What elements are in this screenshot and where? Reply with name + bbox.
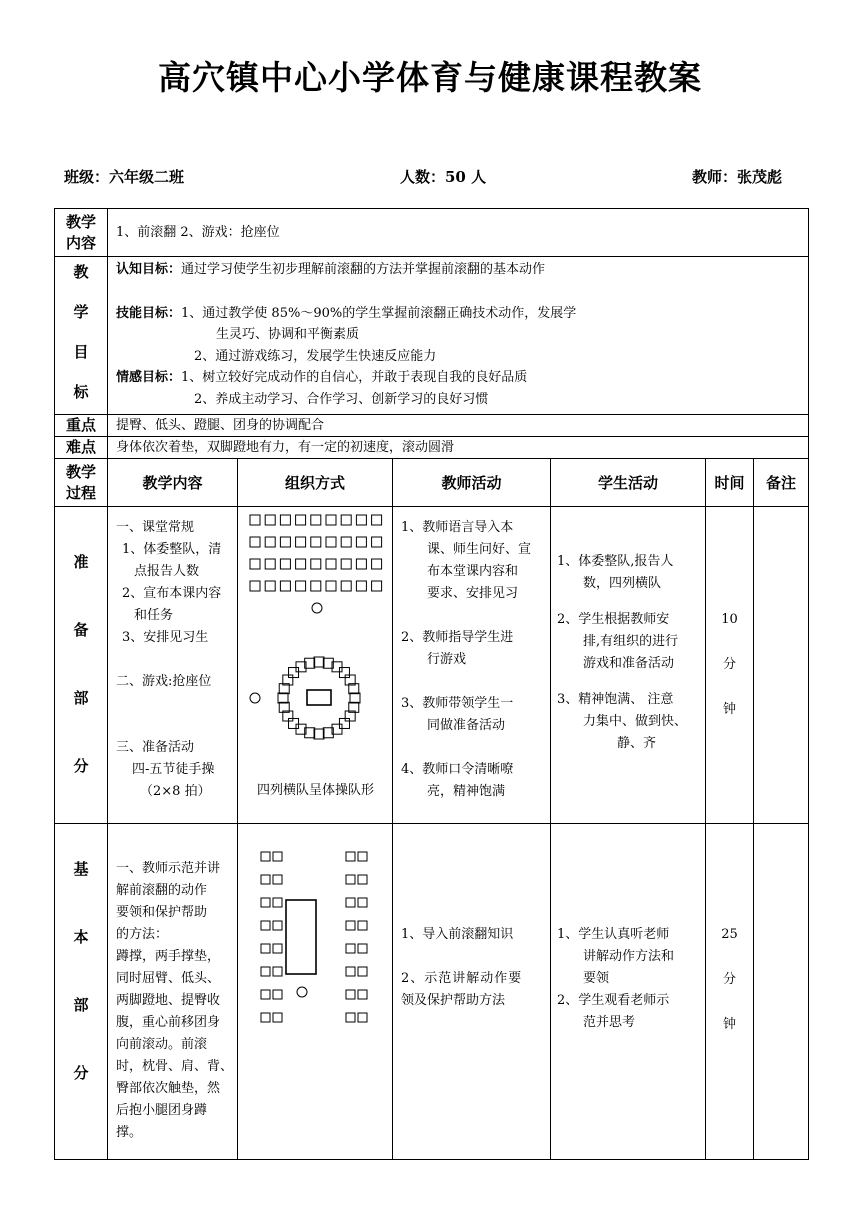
basic-organization	[238, 824, 393, 1160]
student-marker	[273, 898, 282, 907]
col-header-time: 时间	[706, 459, 754, 507]
basic-label	[55, 824, 108, 1160]
prep-content-line: 点报告人数	[134, 564, 200, 579]
basic-content-line: 腹，重心前移团身	[116, 1015, 221, 1030]
prep-teacher-activity	[393, 507, 551, 824]
student-marker	[372, 559, 382, 569]
student-marker	[273, 852, 282, 861]
goals-text	[108, 257, 809, 415]
prep-notes	[754, 507, 809, 824]
key-text: 提臀、低头、蹬腿、团身的协调配合	[108, 415, 809, 437]
student-marker	[265, 537, 275, 547]
basic-student-activity	[551, 824, 706, 1160]
four-line-formation	[250, 515, 382, 591]
basic-content	[108, 824, 238, 1160]
student-activity-line: 力集中、做到快、	[583, 714, 688, 729]
student-marker	[346, 990, 355, 999]
student-marker	[273, 967, 282, 976]
prep-content-line: 二、游戏:抢座位	[116, 674, 212, 689]
student-activity-line: 要领	[583, 971, 610, 986]
time-unit-char: 分	[722, 657, 736, 672]
student-marker	[341, 559, 351, 569]
two-column-formation	[261, 852, 367, 1022]
student-marker	[358, 898, 367, 907]
basic-content-line: 的方法：	[116, 927, 169, 942]
prep-content-line: 一、课堂常规	[116, 520, 195, 535]
student-marker	[250, 559, 260, 569]
student-marker	[280, 581, 290, 591]
student-marker	[346, 898, 355, 907]
student-activity-line: 2、学生根据教师安	[557, 612, 670, 627]
teacher-marker	[297, 987, 307, 997]
student-marker	[339, 668, 349, 678]
basic-content-line: 蹲撑，两手撑垫，	[116, 949, 221, 964]
teacher-marker	[312, 603, 322, 613]
student-marker	[265, 515, 275, 525]
student-marker	[346, 1013, 355, 1022]
col-header-notes: 备注	[754, 459, 809, 507]
student-marker	[311, 559, 321, 569]
time-unit-char: 分	[722, 972, 736, 987]
prep-label-char: 部	[73, 689, 89, 707]
basic-label-char: 基	[73, 860, 89, 878]
prep-content-line: 3、安排见习生	[122, 630, 209, 645]
student-marker	[265, 559, 275, 569]
skill-goal-2: 2、通过游戏练习，发展学生快速反应能力	[194, 348, 437, 364]
student-marker	[326, 581, 336, 591]
goals-label-char: 教	[73, 263, 89, 281]
col-header-teacher: 教师活动	[393, 459, 551, 507]
basic-content-line: 要领和保护帮助	[116, 905, 208, 920]
student-activity-line: 数，四列横队	[583, 576, 662, 591]
student-marker	[326, 515, 336, 525]
student-marker	[261, 944, 270, 953]
student-marker	[356, 581, 366, 591]
emotion-goal-1: 1、树立较好完成动作的自信心，并敢于表现自我的良好品质	[181, 370, 528, 385]
prep-content-line: 和任务	[134, 608, 174, 623]
basic-label-char: 本	[73, 928, 89, 946]
teacher-marker	[250, 693, 260, 703]
student-marker	[341, 581, 351, 591]
col-header-student: 学生活动	[551, 459, 706, 507]
difficulty-text: 身体依次着垫，双脚蹬地有力，有一定的初速度，滚动圆滑	[108, 437, 809, 459]
basic-content-line: 向前滚动。前滚	[116, 1037, 208, 1052]
goals-label-char: 学	[73, 303, 89, 321]
basic-teacher-activity	[393, 824, 551, 1160]
student-marker	[278, 693, 288, 703]
student-marker	[280, 515, 290, 525]
student-marker	[289, 668, 299, 678]
content-label: 教学内容	[55, 209, 108, 257]
page-title: 高穴镇中心小学体育与健康课程教案	[158, 58, 702, 97]
basic-notes	[754, 824, 809, 1160]
col-header-content: 教学内容	[108, 459, 238, 507]
teacher-activity-line: 1、教师语言导入本	[401, 520, 514, 535]
student-activity-line: 范并思考	[583, 1015, 636, 1030]
student-marker	[261, 921, 270, 930]
student-marker	[358, 852, 367, 861]
basic-label-char: 分	[73, 1064, 89, 1082]
skill-goal-1-cont: 生灵巧、协调和平衡素质	[216, 327, 360, 342]
basic-content-line: 时，枕骨、肩、背、	[116, 1059, 234, 1074]
emotion-goal-2: 2、养成主动学习、合作学习、创新学习的良好习惯	[194, 391, 489, 407]
teacher-activity-line: 同做准备活动	[427, 718, 506, 733]
prep-content-line: 四-五节徒手操	[132, 762, 215, 777]
teacher-activity-line: 4、教师口令清晰嘹	[401, 762, 514, 777]
prep-content-line: 1、体委整队，清	[122, 542, 222, 557]
student-activity-line: 1、体委整队,报告人	[557, 554, 674, 569]
student-marker	[280, 559, 290, 569]
prep-student-activity	[551, 507, 706, 824]
student-marker	[265, 581, 275, 591]
prep-label-char: 备	[73, 621, 89, 639]
teacher-activity-line: 布本堂课内容和	[427, 564, 519, 579]
basic-content-line: 两脚蹬地、提臀收	[116, 993, 221, 1008]
student-activity-line: 讲解动作方法和	[583, 949, 675, 964]
student-activity-line: 1、学生认真听老师	[557, 927, 670, 942]
class-info: 班级：六年级二班	[64, 168, 185, 186]
student-activity-line: 排,有组织的进行	[583, 634, 679, 649]
student-activity-line: 静、齐	[617, 736, 657, 751]
student-marker	[358, 875, 367, 884]
prep-content-line: （2×8 拍）	[140, 784, 211, 799]
student-marker	[341, 515, 351, 525]
skill-goal-label: 技能目标：	[116, 305, 182, 321]
student-marker	[372, 581, 382, 591]
formation-caption: 四列横队呈体操队形	[256, 783, 374, 798]
teacher-activity-line: 行游戏	[427, 652, 467, 667]
student-marker	[250, 581, 260, 591]
cognitive-goal-label: 认知目标：	[116, 262, 182, 277]
teacher-activity-line: 1、导入前滚翻知识	[401, 927, 514, 942]
student-marker	[358, 921, 367, 930]
student-marker	[261, 967, 270, 976]
student-marker	[346, 944, 355, 953]
col-header-organization: 组织方式	[238, 459, 393, 507]
student-marker	[358, 1013, 367, 1022]
prep-content	[108, 507, 238, 824]
goals-label-char: 标	[73, 383, 89, 401]
teacher-activity-line: 亮，精神饱满	[427, 784, 506, 799]
student-marker	[261, 990, 270, 999]
student-marker	[358, 944, 367, 953]
student-marker	[250, 537, 260, 547]
teacher-activity-line: 领及保护帮助方法	[401, 993, 506, 1008]
student-marker	[346, 875, 355, 884]
content-text: 1、前滚翻 2、游戏：抢座位	[108, 209, 809, 257]
time-unit-char: 钟	[722, 702, 736, 717]
student-marker	[346, 921, 355, 930]
student-marker	[311, 515, 321, 525]
key-label: 重点	[55, 415, 108, 437]
basic-content-line: 后抱小腿团身蹲	[116, 1103, 208, 1118]
student-marker	[356, 537, 366, 547]
teacher-activity-line: 2、示范讲解动作要	[401, 971, 523, 986]
prep-time	[706, 507, 754, 824]
student-marker	[289, 718, 299, 728]
basic-content-line: 撑。	[116, 1125, 143, 1140]
student-activity-line: 3、精神饱满、 注意	[557, 692, 674, 707]
student-marker	[346, 852, 355, 861]
student-marker	[296, 515, 306, 525]
skill-goal-1: 1、通过教学使 85%～90%的学生掌握前滚翻正确技术动作，发展学	[181, 305, 577, 321]
basic-content-line: 同时屈臂、低头、	[116, 971, 221, 986]
prep-content-line: 2、宣布本课内容	[122, 586, 222, 601]
student-marker	[311, 537, 321, 547]
process-label: 教学过程	[55, 459, 108, 507]
time-unit-char: 钟	[722, 1017, 736, 1032]
student-marker	[273, 1013, 282, 1022]
student-marker	[296, 559, 306, 569]
student-count: 人数：50 人	[400, 168, 487, 186]
student-marker	[346, 967, 355, 976]
student-marker	[273, 875, 282, 884]
student-marker	[273, 990, 282, 999]
time-value: 10	[721, 612, 738, 627]
student-activity-line: 2、学生观看老师示	[557, 993, 670, 1008]
student-marker	[350, 693, 360, 703]
ring-formation	[278, 657, 360, 739]
time-value: 25	[721, 927, 738, 942]
student-marker	[314, 729, 324, 739]
student-marker	[296, 537, 306, 547]
emotion-goal-label: 情感目标：	[116, 370, 182, 385]
student-marker	[326, 559, 336, 569]
student-marker	[296, 581, 306, 591]
student-marker	[261, 898, 270, 907]
student-marker	[356, 559, 366, 569]
basic-content-line: 臀部依次触垫，然	[116, 1081, 221, 1096]
teacher-name: 教师：张茂彪	[692, 168, 783, 186]
prep-label	[55, 507, 108, 824]
goals-label-char: 目	[73, 343, 89, 361]
teacher-activity-line: 3、教师带领学生一	[401, 696, 514, 711]
teacher-activity-line: 课、师生问好、宣	[427, 542, 532, 557]
student-marker	[311, 581, 321, 591]
student-marker	[273, 921, 282, 930]
lesson-plan-table	[54, 208, 809, 1160]
goals-label	[55, 257, 108, 415]
mat-icon	[286, 900, 316, 974]
mat-icon	[307, 690, 331, 705]
student-marker	[280, 537, 290, 547]
student-marker	[261, 852, 270, 861]
cognitive-goal-text: 通过学习使学生初步理解前滚翻的方法并掌握前滚翻的基本动作	[181, 262, 546, 277]
student-marker	[273, 944, 282, 953]
student-marker	[339, 718, 349, 728]
student-marker	[358, 967, 367, 976]
prep-content-line: 三、准备活动	[116, 740, 195, 755]
basic-label-char: 部	[73, 996, 89, 1014]
teacher-activity-line: 要求、安排见习	[427, 586, 519, 601]
student-marker	[261, 875, 270, 884]
student-marker	[326, 537, 336, 547]
basic-content-line: 解前滚翻的动作	[116, 883, 208, 898]
teacher-activity-line: 2、教师指导学生进	[401, 630, 514, 645]
student-marker	[372, 537, 382, 547]
prep-label-char: 准	[73, 553, 89, 571]
student-marker	[250, 515, 260, 525]
student-activity-line: 游戏和准备活动	[583, 656, 675, 671]
prep-formation-diagram	[238, 507, 393, 824]
student-marker	[356, 515, 366, 525]
student-marker	[372, 515, 382, 525]
basic-formation-diagram	[238, 824, 393, 1160]
difficulty-label: 难点	[55, 437, 108, 459]
basic-content-line: 一、教师示范并讲	[116, 861, 221, 876]
student-marker	[261, 1013, 270, 1022]
prep-label-char: 分	[73, 757, 89, 775]
basic-time	[706, 824, 754, 1160]
student-marker	[341, 537, 351, 547]
student-marker	[358, 990, 367, 999]
prep-organization	[238, 507, 393, 824]
student-marker	[314, 657, 324, 667]
